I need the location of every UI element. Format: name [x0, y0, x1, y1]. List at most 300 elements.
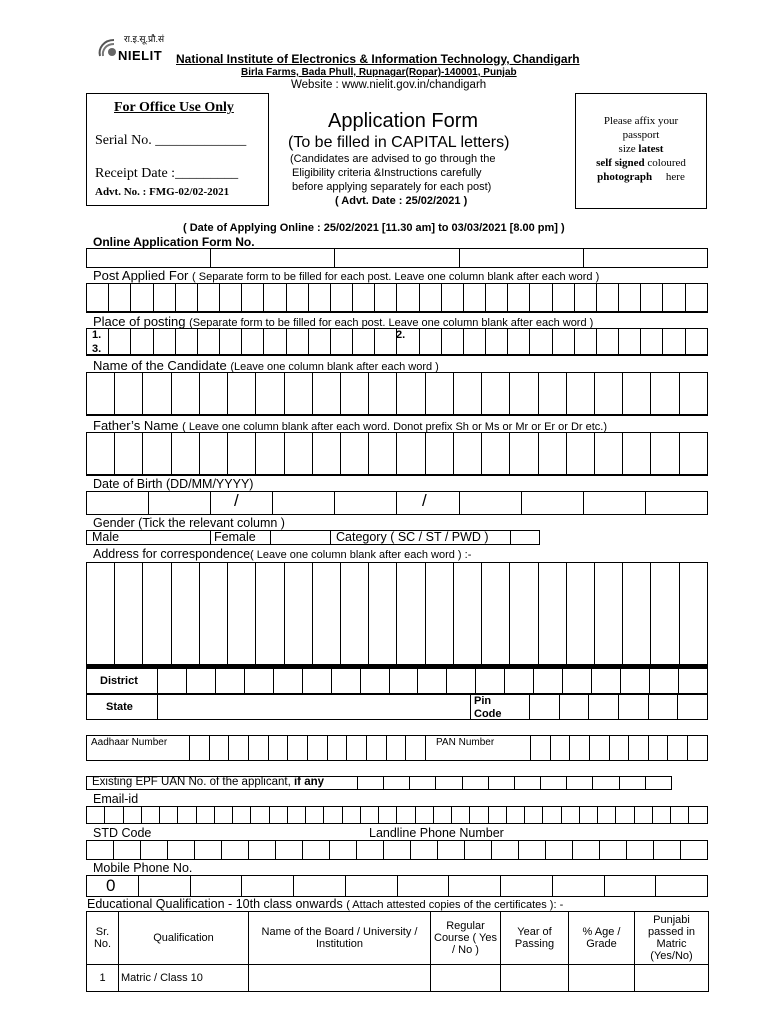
input-cell[interactable]: [284, 373, 312, 415]
row-regular[interactable]: [431, 965, 501, 992]
input-cell[interactable]: [648, 695, 678, 720]
input-cell[interactable]: [566, 563, 594, 665]
input-cell[interactable]: [510, 415, 538, 416]
input-cell[interactable]: [228, 415, 256, 416]
input-cell[interactable]: [573, 841, 600, 860]
input-cell[interactable]: [131, 284, 153, 312]
input-cell[interactable]: [330, 355, 352, 356]
input-cell[interactable]: [211, 249, 335, 268]
input-cell[interactable]: [530, 329, 552, 355]
input-cell[interactable]: [534, 669, 563, 694]
input-cell[interactable]: [619, 355, 641, 356]
input-cell[interactable]: [366, 736, 386, 761]
input-cell[interactable]: [244, 669, 273, 694]
input-cell[interactable]: [340, 475, 368, 476]
input-cell[interactable]: [268, 736, 288, 761]
input-cell[interactable]: [251, 807, 269, 824]
input-cell[interactable]: [269, 807, 287, 824]
input-cell[interactable]: [510, 373, 538, 415]
input-cell[interactable]: [663, 284, 685, 312]
input-cell[interactable]: [623, 475, 651, 476]
input-cell[interactable]: [286, 355, 308, 356]
input-cell[interactable]: [105, 807, 123, 824]
input-cell[interactable]: [335, 249, 459, 268]
input-cell[interactable]: [663, 312, 685, 313]
input-cell[interactable]: [616, 807, 634, 824]
input-cell[interactable]: [519, 841, 546, 860]
input-cell[interactable]: [619, 312, 641, 313]
input-cell[interactable]: [594, 475, 622, 476]
input-cell[interactable]: [312, 415, 340, 416]
input-cell[interactable]: [87, 249, 211, 268]
input-cell[interactable]: [389, 669, 418, 694]
input-cell[interactable]: [87, 373, 115, 415]
input-cell[interactable]: [436, 777, 462, 790]
input-cell[interactable]: [623, 433, 651, 475]
input-cell[interactable]: [397, 433, 425, 475]
input-cell[interactable]: [397, 355, 419, 356]
input-cell[interactable]: [220, 329, 242, 355]
input-cell[interactable]: [115, 475, 143, 476]
input-cell[interactable]: [525, 807, 543, 824]
input-cell[interactable]: [87, 563, 115, 665]
input-cell[interactable]: [679, 475, 707, 476]
input-cell[interactable]: [330, 312, 352, 313]
input-cell[interactable]: [415, 807, 433, 824]
input-cell[interactable]: [175, 329, 197, 355]
input-cell[interactable]: [168, 841, 195, 860]
input-cell[interactable]: [288, 736, 308, 761]
input-cell[interactable]: [178, 807, 196, 824]
std-landline-grid[interactable]: [86, 840, 708, 860]
input-cell[interactable]: [87, 284, 109, 312]
input-cell[interactable]: [482, 563, 510, 665]
input-cell[interactable]: [506, 807, 524, 824]
input-cell[interactable]: [570, 736, 590, 761]
input-cell[interactable]: [256, 433, 284, 475]
female-option[interactable]: Female: [214, 530, 256, 544]
input-cell[interactable]: [574, 312, 596, 313]
input-cell[interactable]: [425, 433, 453, 475]
input-cell[interactable]: [530, 284, 552, 312]
input-cell[interactable]: [141, 807, 159, 824]
input-cell[interactable]: [649, 669, 678, 694]
input-cell[interactable]: [488, 777, 514, 790]
input-cell[interactable]: [574, 284, 596, 312]
input-cell[interactable]: [459, 492, 521, 515]
input-cell[interactable]: [685, 329, 707, 355]
input-cell[interactable]: [425, 563, 453, 665]
input-cell[interactable]: [171, 373, 199, 415]
input-cell[interactable]: [87, 475, 115, 476]
input-cell[interactable]: [242, 312, 264, 313]
input-cell[interactable]: [153, 284, 175, 312]
input-cell[interactable]: [645, 777, 671, 790]
input-cell[interactable]: [284, 563, 312, 665]
input-cell[interactable]: [276, 841, 303, 860]
input-cell[interactable]: [552, 329, 574, 355]
input-cell[interactable]: [596, 355, 618, 356]
state-grid[interactable]: [86, 694, 708, 720]
input-cell[interactable]: [651, 373, 679, 415]
input-cell[interactable]: [663, 329, 685, 355]
input-cell[interactable]: [171, 475, 199, 476]
candidate-name-grid[interactable]: [86, 372, 708, 416]
input-cell[interactable]: [109, 284, 131, 312]
input-cell[interactable]: [619, 777, 645, 790]
input-cell[interactable]: [131, 355, 153, 356]
input-cell[interactable]: [441, 284, 463, 312]
aadhaar-pan-grid[interactable]: [86, 735, 708, 761]
input-cell[interactable]: [345, 876, 397, 897]
input-cell[interactable]: [419, 284, 441, 312]
input-cell[interactable]: [543, 807, 561, 824]
input-cell[interactable]: [375, 355, 397, 356]
input-cell[interactable]: [308, 355, 330, 356]
input-cell[interactable]: [410, 777, 436, 790]
input-cell[interactable]: [357, 841, 384, 860]
district-grid[interactable]: [86, 668, 708, 694]
input-cell[interactable]: [418, 669, 447, 694]
input-cell[interactable]: [199, 563, 227, 665]
input-cell[interactable]: [312, 433, 340, 475]
input-cell[interactable]: [143, 373, 171, 415]
input-cell[interactable]: [335, 492, 397, 515]
input-cell[interactable]: [307, 736, 327, 761]
input-cell[interactable]: [228, 563, 256, 665]
input-cell[interactable]: [441, 329, 463, 355]
input-cell[interactable]: [679, 433, 707, 475]
input-cell[interactable]: [375, 312, 397, 313]
input-cell[interactable]: [87, 415, 115, 416]
father-name-grid[interactable]: [86, 432, 708, 476]
input-cell[interactable]: [114, 841, 141, 860]
input-cell[interactable]: [115, 373, 143, 415]
input-cell[interactable]: [488, 807, 506, 824]
input-cell[interactable]: [453, 415, 481, 416]
input-cell[interactable]: [552, 284, 574, 312]
input-cell[interactable]: [222, 841, 249, 860]
input-cell[interactable]: [486, 284, 508, 312]
input-cell[interactable]: [618, 695, 648, 720]
input-cell[interactable]: [574, 355, 596, 356]
input-cell[interactable]: [347, 736, 367, 761]
input-cell[interactable]: [476, 669, 505, 694]
input-cell[interactable]: [566, 433, 594, 475]
input-cell[interactable]: [566, 475, 594, 476]
input-cell[interactable]: [273, 669, 302, 694]
input-cell[interactable]: [87, 433, 115, 475]
input-cell[interactable]: [501, 876, 553, 897]
input-cell[interactable]: [196, 807, 214, 824]
input-cell[interactable]: [264, 355, 286, 356]
input-cell[interactable]: [312, 475, 340, 476]
input-cell[interactable]: [561, 807, 579, 824]
input-cell[interactable]: [386, 736, 406, 761]
input-cell[interactable]: [604, 876, 656, 897]
input-cell[interactable]: [286, 284, 308, 312]
input-cell[interactable]: [153, 329, 175, 355]
input-cell[interactable]: [353, 312, 375, 313]
input-cell[interactable]: [308, 312, 330, 313]
input-cell[interactable]: [652, 807, 670, 824]
input-cell[interactable]: [141, 841, 168, 860]
input-cell[interactable]: [229, 736, 249, 761]
input-cell[interactable]: [312, 373, 340, 415]
input-cell[interactable]: [175, 312, 197, 313]
input-cell[interactable]: [384, 841, 411, 860]
input-cell[interactable]: [214, 807, 232, 824]
input-cell[interactable]: [530, 695, 560, 720]
input-cell[interactable]: [397, 373, 425, 415]
input-cell[interactable]: [353, 329, 375, 355]
input-cell[interactable]: [641, 329, 663, 355]
input-cell[interactable]: [678, 695, 708, 720]
input-cell[interactable]: [406, 736, 426, 761]
input-cell[interactable]: [510, 563, 538, 665]
input-cell[interactable]: [123, 807, 141, 824]
row-punjabi[interactable]: [635, 965, 709, 992]
input-cell[interactable]: [171, 563, 199, 665]
input-cell[interactable]: [242, 876, 294, 897]
input-cell[interactable]: [508, 284, 530, 312]
input-cell[interactable]: [242, 329, 264, 355]
input-cell[interactable]: [197, 284, 219, 312]
input-cell[interactable]: [375, 329, 397, 355]
input-cell[interactable]: [425, 373, 453, 415]
input-cell[interactable]: [453, 433, 481, 475]
input-cell[interactable]: [619, 329, 641, 355]
input-cell[interactable]: [149, 492, 211, 515]
input-cell[interactable]: [306, 807, 324, 824]
dob-grid[interactable]: [86, 491, 708, 515]
input-cell[interactable]: [215, 669, 244, 694]
input-cell[interactable]: [641, 312, 663, 313]
input-cell[interactable]: [593, 777, 619, 790]
input-cell[interactable]: [510, 433, 538, 475]
input-cell[interactable]: [685, 312, 707, 313]
input-cell[interactable]: [340, 433, 368, 475]
input-cell[interactable]: [441, 355, 463, 356]
input-cell[interactable]: [375, 284, 397, 312]
input-cell[interactable]: [663, 355, 685, 356]
input-cell[interactable]: [331, 669, 360, 694]
input-cell[interactable]: [486, 329, 508, 355]
input-cell[interactable]: [115, 415, 143, 416]
input-cell[interactable]: [302, 669, 331, 694]
input-cell[interactable]: [228, 475, 256, 476]
input-cell[interactable]: [583, 492, 645, 515]
input-cell[interactable]: [284, 433, 312, 475]
input-cell[interactable]: [256, 373, 284, 415]
input-cell[interactable]: [109, 329, 131, 355]
input-cell[interactable]: [453, 373, 481, 415]
input-cell[interactable]: [160, 807, 178, 824]
input-cell[interactable]: [143, 415, 171, 416]
input-cell[interactable]: [449, 876, 501, 897]
input-cell[interactable]: [273, 492, 335, 515]
input-cell[interactable]: [596, 329, 618, 355]
input-cell[interactable]: [689, 807, 708, 824]
input-cell[interactable]: [679, 415, 707, 416]
input-cell[interactable]: [623, 373, 651, 415]
input-cell[interactable]: [594, 433, 622, 475]
input-cell[interactable]: [369, 563, 397, 665]
input-cell[interactable]: [623, 415, 651, 416]
input-cell[interactable]: [459, 249, 583, 268]
email-grid[interactable]: [86, 806, 708, 824]
input-cell[interactable]: [579, 807, 597, 824]
input-cell[interactable]: [508, 329, 530, 355]
input-cell[interactable]: [220, 312, 242, 313]
input-cell[interactable]: [594, 563, 622, 665]
input-cell[interactable]: [546, 841, 573, 860]
input-cell[interactable]: [482, 415, 510, 416]
input-cell[interactable]: [538, 373, 566, 415]
input-cell[interactable]: [563, 669, 592, 694]
input-cell[interactable]: [308, 329, 330, 355]
input-cell[interactable]: [592, 669, 621, 694]
input-cell[interactable]: [228, 373, 256, 415]
input-cell[interactable]: [651, 433, 679, 475]
input-cell[interactable]: [508, 355, 530, 356]
input-cell[interactable]: [623, 563, 651, 665]
input-cell[interactable]: [463, 355, 485, 356]
input-cell[interactable]: [654, 841, 681, 860]
input-cell[interactable]: [619, 284, 641, 312]
input-cell[interactable]: [550, 736, 570, 761]
input-cell[interactable]: [199, 433, 227, 475]
input-cell[interactable]: [330, 841, 357, 860]
input-cell[interactable]: [284, 475, 312, 476]
input-cell[interactable]: [641, 284, 663, 312]
input-cell[interactable]: [369, 433, 397, 475]
input-cell[interactable]: [463, 312, 485, 313]
input-cell[interactable]: [312, 563, 340, 665]
input-cell[interactable]: [190, 876, 242, 897]
input-cell[interactable]: [465, 841, 492, 860]
input-cell[interactable]: [397, 876, 449, 897]
address-grid[interactable]: [86, 562, 708, 668]
input-cell[interactable]: [552, 355, 574, 356]
input-cell[interactable]: [441, 312, 463, 313]
input-cell[interactable]: [594, 415, 622, 416]
input-cell[interactable]: [358, 777, 384, 790]
input-cell[interactable]: [249, 841, 276, 860]
input-cell[interactable]: [397, 563, 425, 665]
input-cell[interactable]: [538, 415, 566, 416]
mobile-value[interactable]: 0: [106, 876, 116, 895]
category-option[interactable]: Category ( SC / ST / PWD ): [336, 530, 489, 544]
input-cell[interactable]: [87, 312, 109, 313]
input-cell[interactable]: [463, 284, 485, 312]
row-grade[interactable]: [569, 965, 635, 992]
input-cell[interactable]: [681, 841, 708, 860]
input-cell[interactable]: [248, 736, 268, 761]
input-cell[interactable]: [648, 736, 668, 761]
input-cell[interactable]: [656, 876, 708, 897]
input-cell[interactable]: [379, 807, 397, 824]
input-cell[interactable]: [131, 329, 153, 355]
input-cell[interactable]: [264, 329, 286, 355]
input-cell[interactable]: [411, 841, 438, 860]
input-cell[interactable]: [397, 492, 459, 515]
input-cell[interactable]: [87, 492, 149, 515]
input-cell[interactable]: [651, 563, 679, 665]
input-cell[interactable]: [342, 807, 360, 824]
input-cell[interactable]: [538, 433, 566, 475]
input-cell[interactable]: [583, 249, 707, 268]
input-cell[interactable]: [651, 415, 679, 416]
input-cell[interactable]: [256, 563, 284, 665]
input-cell[interactable]: [668, 736, 688, 761]
input-cell[interactable]: [552, 312, 574, 313]
input-cell[interactable]: [596, 284, 618, 312]
input-cell[interactable]: [419, 329, 441, 355]
input-cell[interactable]: [330, 329, 352, 355]
input-cell[interactable]: [541, 777, 567, 790]
online-form-no-grid[interactable]: [86, 248, 708, 268]
input-cell[interactable]: [115, 433, 143, 475]
input-cell[interactable]: [340, 373, 368, 415]
input-cell[interactable]: [397, 475, 425, 476]
input-cell[interactable]: [308, 284, 330, 312]
input-cell[interactable]: [679, 373, 707, 415]
input-cell[interactable]: [369, 373, 397, 415]
input-cell[interactable]: [685, 355, 707, 356]
input-cell[interactable]: [470, 807, 488, 824]
input-cell[interactable]: [598, 807, 616, 824]
input-cell[interactable]: [242, 355, 264, 356]
input-cell[interactable]: [109, 355, 131, 356]
input-cell[interactable]: [679, 563, 707, 665]
input-cell[interactable]: [158, 669, 187, 694]
input-cell[interactable]: [138, 876, 190, 897]
input-cell[interactable]: [453, 563, 481, 665]
input-cell[interactable]: [115, 563, 143, 665]
input-cell[interactable]: [369, 415, 397, 416]
input-cell[interactable]: [530, 736, 550, 761]
input-cell[interactable]: [286, 312, 308, 313]
input-cell[interactable]: [574, 329, 596, 355]
input-cell[interactable]: [360, 669, 389, 694]
input-cell[interactable]: [143, 433, 171, 475]
input-cell[interactable]: [340, 563, 368, 665]
input-cell[interactable]: [596, 312, 618, 313]
input-cell[interactable]: [199, 373, 227, 415]
input-cell[interactable]: [645, 492, 707, 515]
input-cell[interactable]: [651, 475, 679, 476]
input-cell[interactable]: [209, 736, 229, 761]
input-cell[interactable]: [425, 475, 453, 476]
input-cell[interactable]: [294, 876, 346, 897]
input-cell[interactable]: [433, 807, 451, 824]
input-cell[interactable]: [287, 807, 305, 824]
input-cell[interactable]: [486, 355, 508, 356]
input-cell[interactable]: [384, 777, 410, 790]
input-cell[interactable]: [685, 284, 707, 312]
input-cell[interactable]: [486, 312, 508, 313]
input-cell[interactable]: [453, 475, 481, 476]
input-cell[interactable]: [220, 355, 242, 356]
input-cell[interactable]: [369, 475, 397, 476]
input-cell[interactable]: [600, 841, 627, 860]
input-cell[interactable]: [171, 433, 199, 475]
input-cell[interactable]: [566, 373, 594, 415]
input-cell[interactable]: [284, 415, 312, 416]
input-cell[interactable]: [538, 475, 566, 476]
input-cell[interactable]: [143, 475, 171, 476]
